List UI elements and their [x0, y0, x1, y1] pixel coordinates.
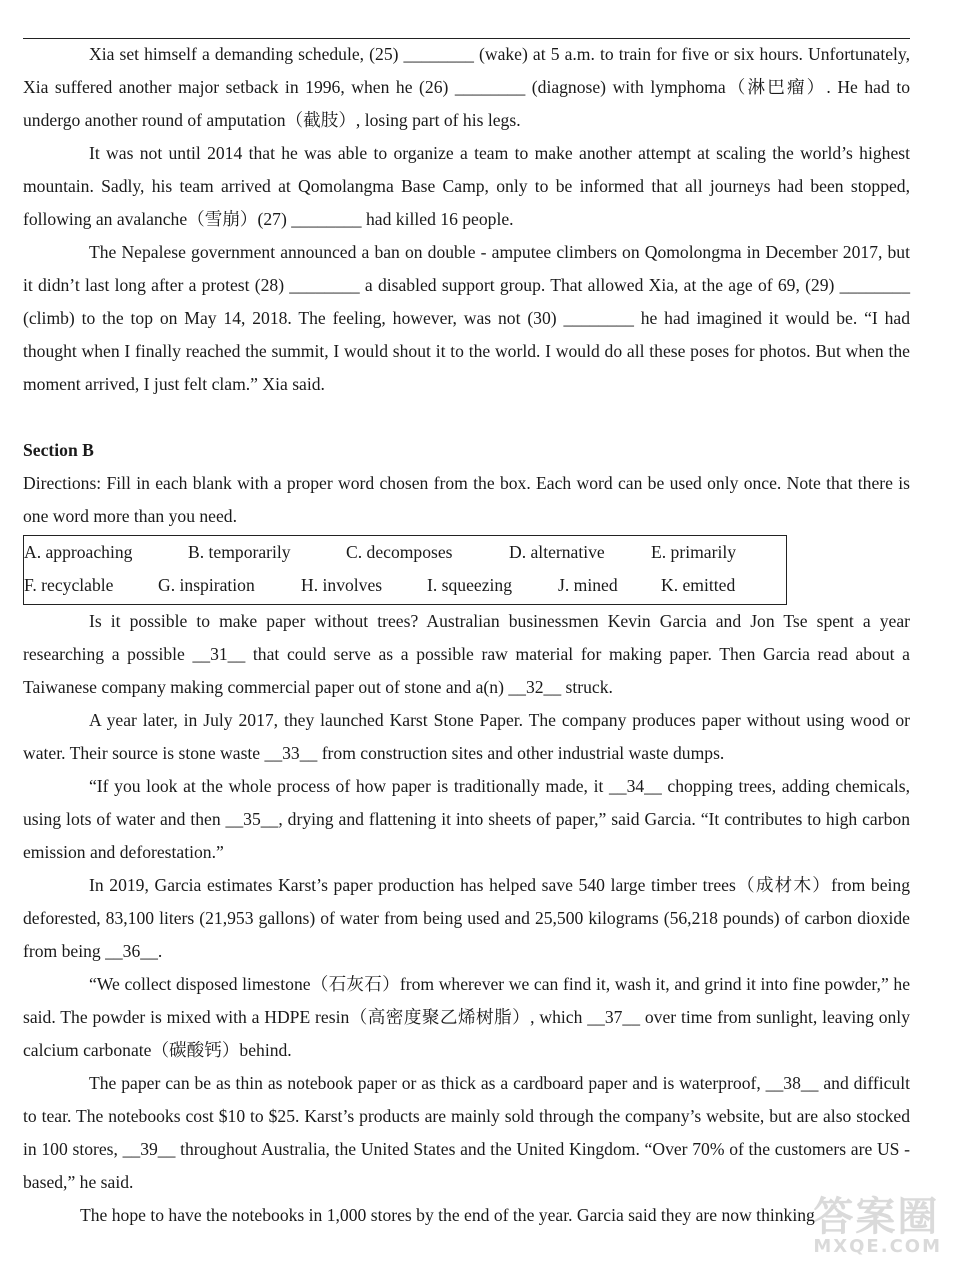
word-option-c: C. decomposes	[346, 542, 453, 562]
paragraph-last-line: The hope to have the notebooks in 1,000 stores by the end of the year. Garcia said they are now thinking	[80, 1205, 815, 1225]
paragraph-34-35: “If you look at the whole process of how paper is traditionally made, it __34__ chopping trees, adding chemicals, using lots of water and then __35__, drying and flattening it into sheets of paper,” said Garcia. “It contributes to high carbon emission and deforestation.”	[23, 776, 910, 862]
word-option-k: K. emitted	[661, 575, 736, 595]
section-b-directions: Directions: Fill in each blank with a proper word chosen from the box. Each word can be used only once. Note that there is one word more than you need.	[23, 473, 910, 526]
paragraph-36: In 2019, Garcia estimates Karst’s paper production has helped save 540 large timber trees（成材木）from being deforested, 83,100 liters (21,953 gallons) of water from being used and 25,500 kilograms (56,218 pounds) of carbon dioxide from being __36__.	[23, 875, 910, 961]
word-option-j: J. mined	[558, 575, 618, 595]
word-option-f: F. recyclable	[24, 575, 114, 595]
word-box	[23, 535, 787, 605]
word-option-h: H. involves	[301, 575, 383, 595]
word-option-d: D. alternative	[509, 542, 605, 562]
watermark-url: MXQE.COM	[813, 1236, 942, 1257]
word-option-i: I. squeezing	[427, 575, 513, 595]
paragraph-37: “We collect disposed limestone（石灰石）from wherever we can find it, wash it, and grind it into fine powder,” he said. The powder is mixed with a HDPE resin（高密度聚乙烯树脂）, which __37__ over time from sunlight, leaving only calcium carbonate（碳酸钙）behind.	[23, 974, 910, 1060]
document-page	[23, 38, 910, 1232]
paragraph-27: It was not until 2014 that he was able to organize a team to make another attempt at scaling the world’s highest mountain. Sadly, his team arrived at Qomolangma Base Camp, only to be informed that all journeys had been stopped, following an avalanche（雪崩）(27) ________ had killed 16 people.	[23, 143, 910, 229]
paragraph-38-39: The paper can be as thin as notebook paper or as thick as a cardboard paper and is waterproof, __38__ and difficult to tear. The notebooks cost $10 to $25. Karst’s products are mainly sold through the company’s website, but are also stocked in 100 stores, __39__ throughout Australia, the United States and the United Kingdom. “Over 70% of the customers are US - based,” he said.	[23, 1073, 910, 1192]
paragraph-28-30: The Nepalese government announced a ban on double - amputee climbers on Qomolongma in December 2017, but it didn’t last long after a protest (28) ________ a disabled support group. That allowed Xia, at the age of 69, (29) ________ (climb) to the top on May 14, 2018. The feeling, however, was not (30) ________ he had imagined it would be. “I had thought when I finally reached the summit, I would shout it to the world. I would do all these poses for photos. But when the moment arrived, I just felt clam.” Xia said.	[23, 242, 910, 394]
word-option-e: E. primarily	[651, 542, 737, 562]
section-b-title: Section B	[23, 440, 94, 460]
word-option-g: G. inspiration	[158, 575, 255, 595]
watermark-logo	[813, 1194, 942, 1257]
word-option-a: A. approaching	[24, 542, 133, 562]
paragraph-33: A year later, in July 2017, they launched Karst Stone Paper. The company produces paper without using wood or water. Their source is stone waste __33__ from construction sites and other industrial waste dumps.	[23, 710, 910, 763]
word-box-row-2	[24, 569, 786, 602]
paragraph-31-32: Is it possible to make paper without trees? Australian businessmen Kevin Garcia and Jon Tse spent a year researching a possible __31__ that could serve as a possible raw material for making paper. Then Garcia read about a Taiwanese company making commercial paper out of stone and a(n) __32__ struck.	[23, 611, 910, 697]
word-option-b: B. temporarily	[188, 542, 291, 562]
watermark-logo-text: 答案圈	[813, 1194, 940, 1240]
word-box-row-1	[24, 536, 786, 569]
paragraph-25-26: Xia set himself a demanding schedule, (25) ________ (wake) at 5 a.m. to train for five or six hours. Unfortunately, Xia suffered another major setback in 1996, when he (26) ________ (diagnose) with lymphoma（淋巴瘤）. He had to undergo another round of amputation（截肢）, losing part of his legs.	[23, 44, 910, 130]
